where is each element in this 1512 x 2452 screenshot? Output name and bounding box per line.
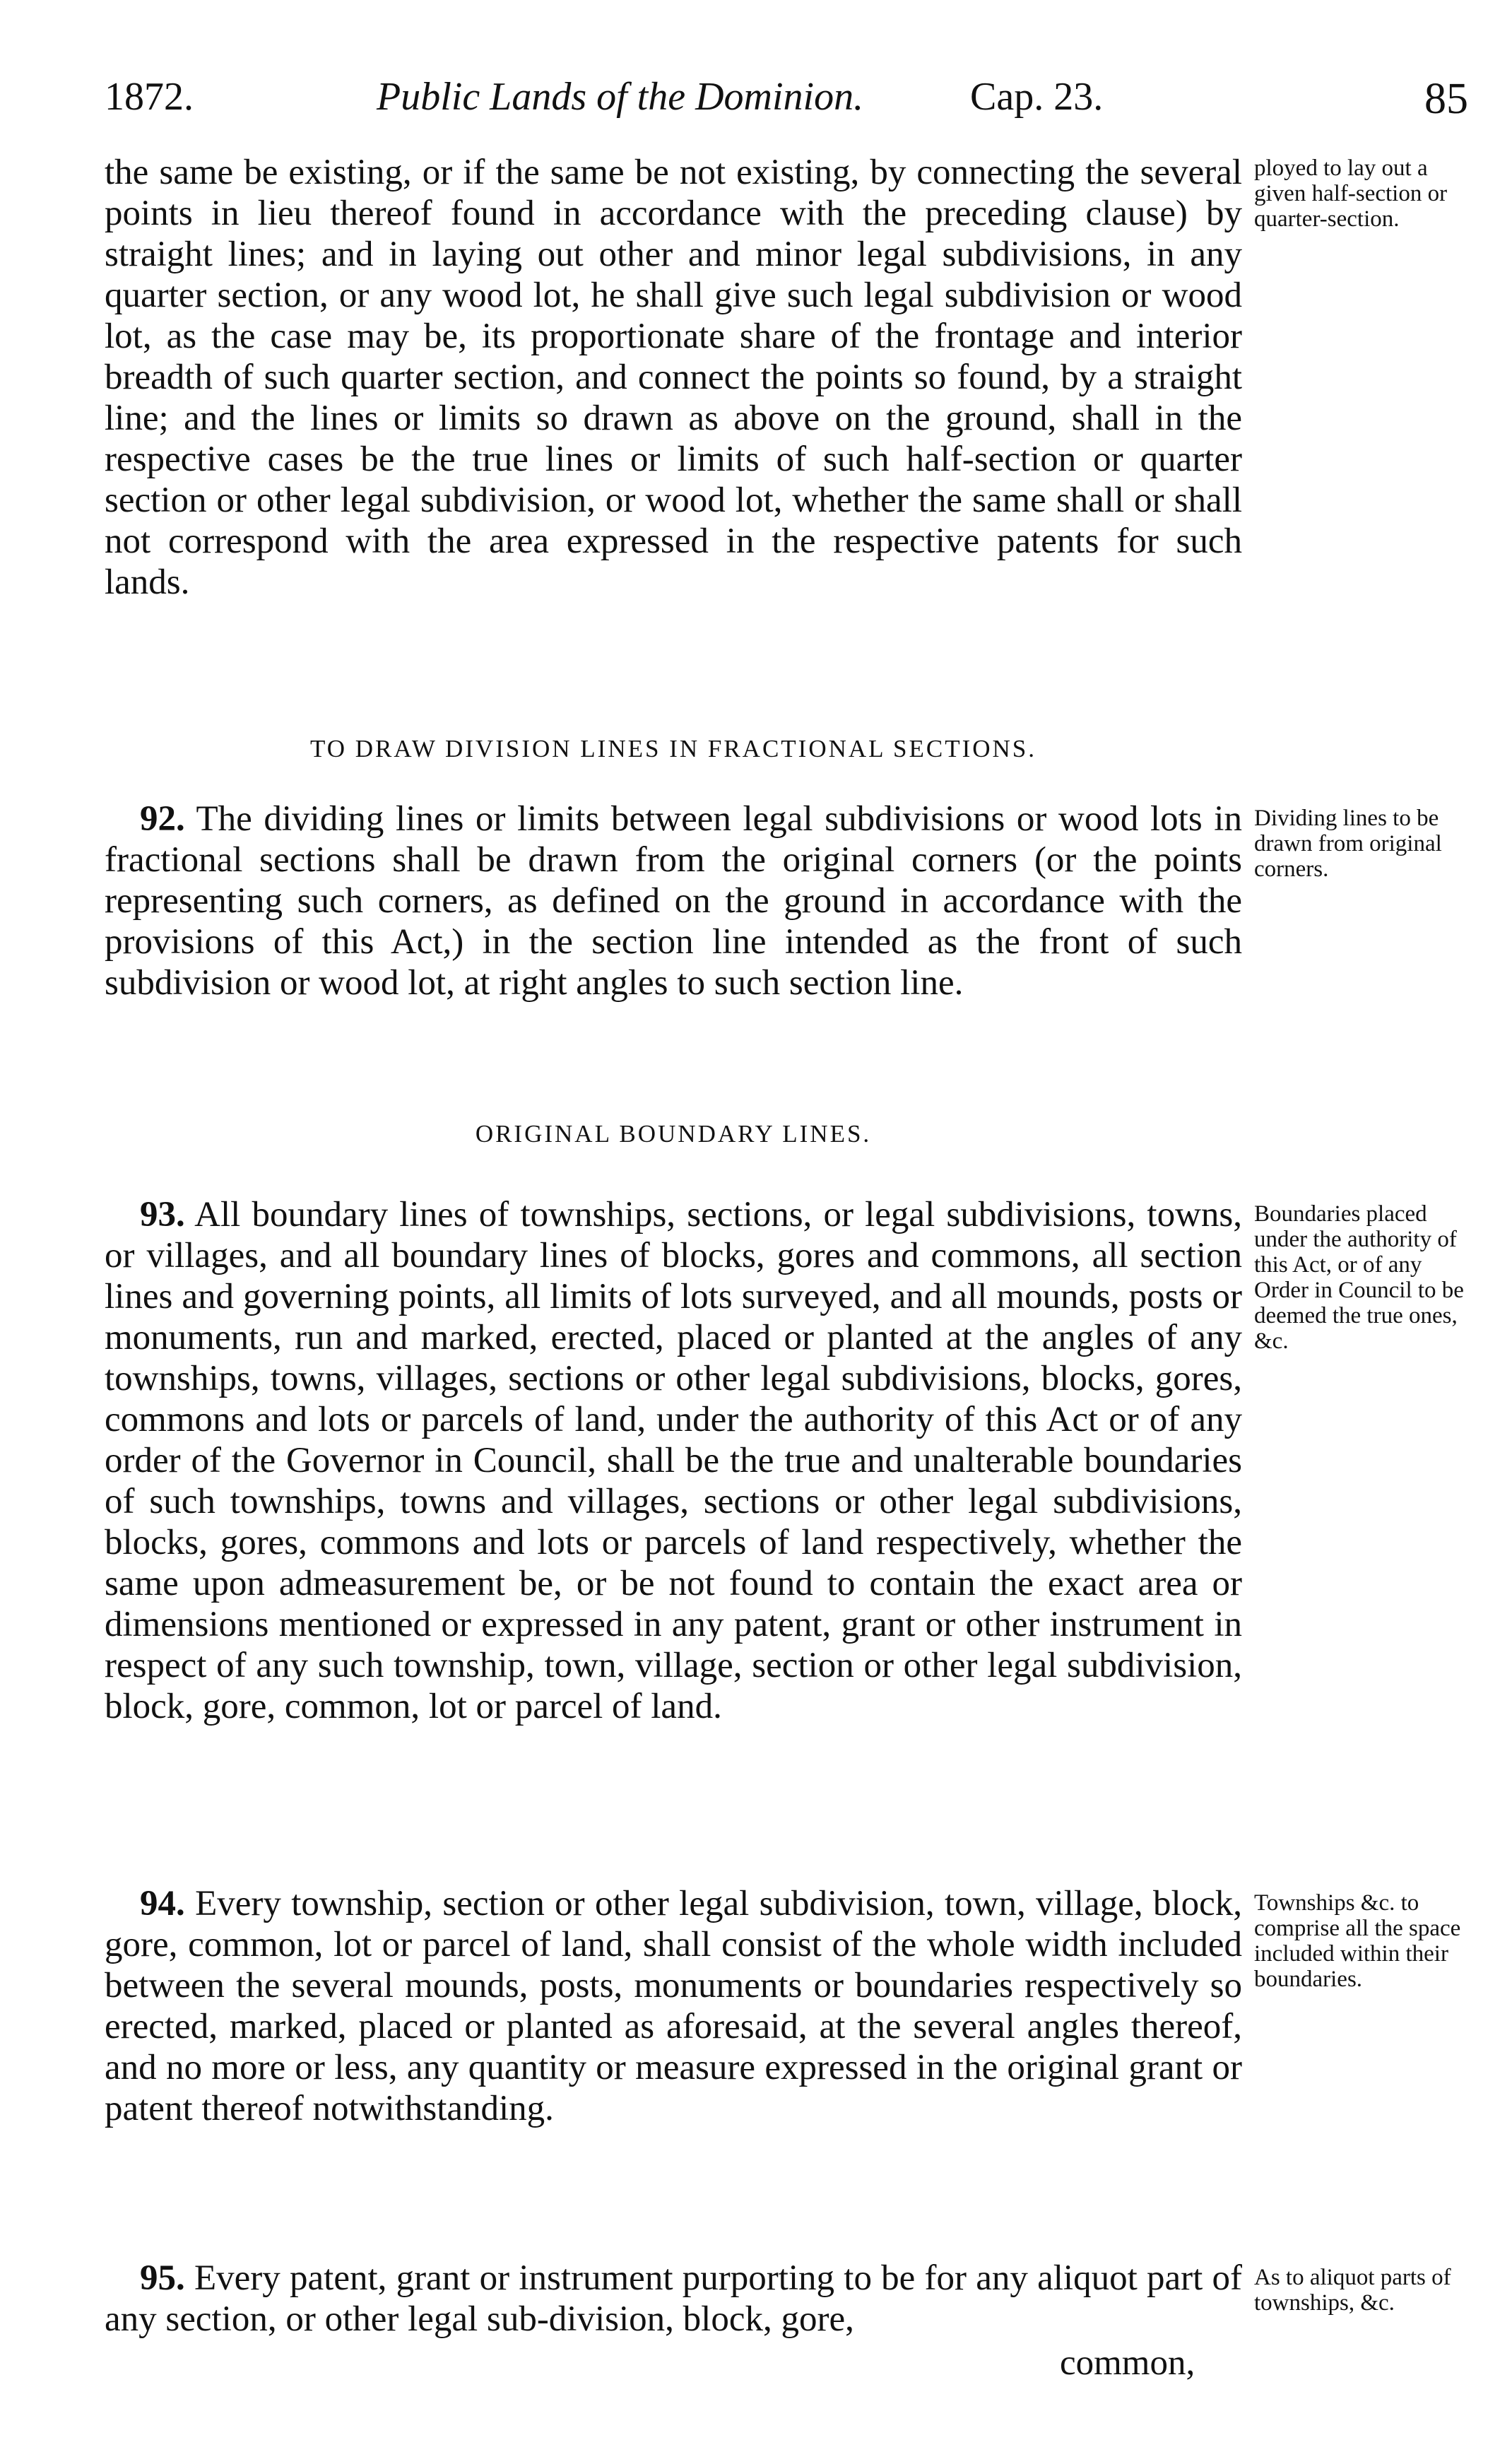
header-title: Public Lands of the Dominion. [377, 75, 864, 119]
margin-note-continuation: ployed to lay out a given half-section or quarter-section. [1254, 155, 1448, 232]
continuation-paragraph [105, 152, 1242, 603]
section-text: Every patent, grant or instrument purporting to be for any aliquot part of any section, or other legal sub-division, block, gore, [105, 2258, 1243, 2339]
running-header [105, 74, 1468, 138]
header-chapter: Cap. 23. [970, 75, 1104, 119]
section-number: 93. [140, 1195, 185, 1234]
margin-note-95: As to aliquot parts of townships, &c. [1254, 2265, 1451, 2316]
section-number: 92. [140, 799, 185, 839]
margin-note-92: Dividing lines to be drawn from original corners. [1254, 806, 1442, 882]
section-number: 95. [140, 2258, 185, 2298]
section-text: All boundary lines of townships, sections, or legal subdivisions, towns, or villages, and all boundary lines of blocks, gores and commons, all section lines and governing points, all limits of lots surveyed, and all mounds, posts or monuments, run and marked, erected, placed or planted at the angles of any townships, towns, villages, sections or other legal subdivisions, blocks, gores, commons and lots or parcels of land, under the authority of this Act or of any order of the Governor in Council, shall be the true and unalterable boundaries of such townships, towns and villages, sections or other legal subdivisions, blocks, gores, commons and lots or parcels of land respectively, whether the same upon admeasurement be, or be not found to contain the exact area or dimensions mentioned or expressed in any patent, grant or other instrument in respect of any such township, town, village, section or other legal subdivision, block, gore, common, lot or parcel of land. [105, 1195, 1242, 1726]
continuation-text: the same be existing, or if the same be not existing, by connecting the several points in lieu thereof found in accordance with the preceding clause) by straight lines; and in laying out other and minor legal subdivisions, in any quarter section, or any wood lot, he shall give such legal subdivision or wood lot, as the case may be, its proportionate share of the frontage and interior breadth of such quarter section, and connect the points so found, by a straight line; and the lines or limits so drawn as above on the ground, shall in the respective cases be the true lines or limits of such half-section or quarter section or other legal subdivision, or wood lot, whether the same shall or shall not correspond with the area expressed in the respective patents for such lands. [105, 153, 1242, 602]
header-year: 1872. [105, 75, 194, 119]
section-95 [105, 2258, 1242, 2340]
section-heading-boundary: ORIGINAL BOUNDARY LINES. [475, 1120, 872, 1148]
section-heading-fractional: TO DRAW DIVISION LINES IN FRACTIONAL SECTIONS. [309, 735, 1036, 762]
section-92 [105, 798, 1242, 1003]
catchword: common, [1060, 2343, 1195, 2383]
section-text: Every township, section or other legal subdivision, town, village, block, gore, common, lot or parcel of land, shall consist of the whole width included between the several mounds, posts, monuments or boundaries respectively so erected, marked, placed or planted as aforesaid, at the several angles thereof, and no more or less, any quantity or measure expressed in the original grant or patent thereof notwithstanding. [105, 1884, 1243, 2128]
section-93 [105, 1194, 1242, 1727]
margin-note-93: Boundaries placed under the authority of this Act, or of any Order in Council to be deemed the true ones, &c. [1254, 1201, 1464, 1354]
page-number: 85 [1424, 75, 1468, 123]
margin-note-94: Townships &c. to comprise all the space included within their boundaries. [1254, 1890, 1461, 1992]
section-94 [105, 1883, 1242, 2129]
section-number: 94. [140, 1884, 185, 1923]
section-text: The dividing lines or limits between legal subdivisions or wood lots in fractional sections shall be drawn from the original corners (or the points representing such corners, as defined on the ground in accordance with the provisions of this Act,) in the section line intended as the front of such subdivision or wood lot, at right angles to such section line. [105, 799, 1242, 1003]
